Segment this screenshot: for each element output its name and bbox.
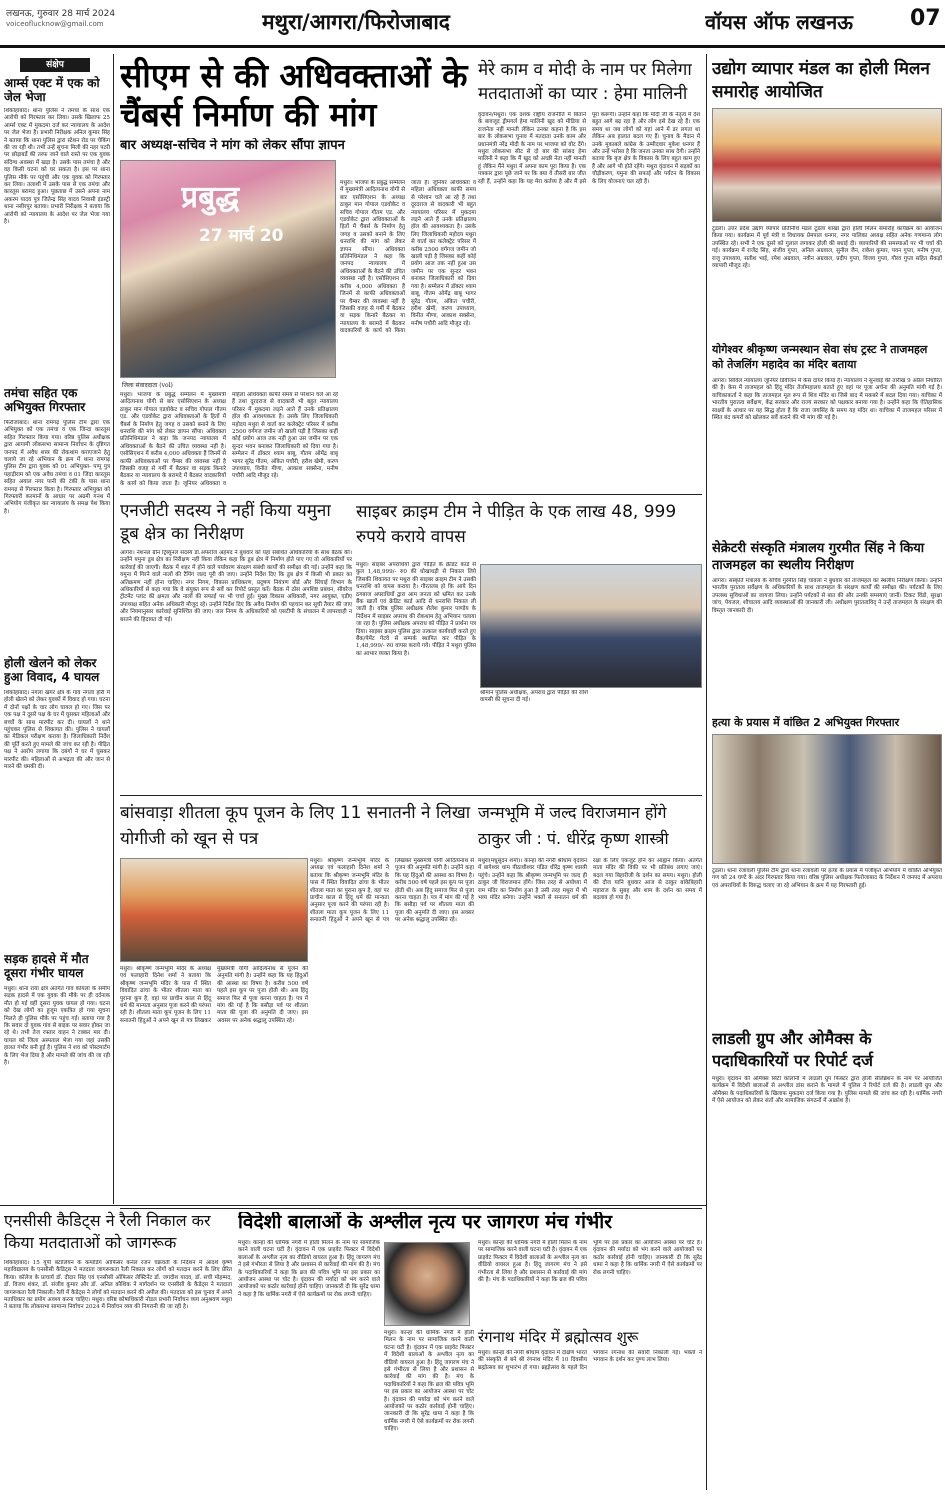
brief-text: शिकोहाबाद। नगला खंगर क्षेत्र के गांव नगला होरी में होली खेलने को लेकर युवकों में विवाद हो गया। घटना में दोनों पक्षों के चार लोग घायल हो गए। जिस पर एक पक्ष ने दूसरे पक्ष के घर में घुसकर महिलाओं और बच्चों के साथ मारपीट कर दी। घायलों ने थाने पहुंचकर पुलिस से शिकायत की। पुलिस ने घायलों का मेडिकल परीक्षण कराया है। जिलाधिकारी निर्देश की पूर्ति करते हुए मामले की जांच कर रही है। पीड़ित पक्ष ने आरोप लगाया कि दबंगों ने घर में घुसकर मारपीट की। महिलाओं से अभद्रता की और जान से मारने की धमकी दी। <box>4 690 110 771</box>
brief-text: मथुरा। थाना राया क्षेत्र अंतर्गत गांव कोयला के समीप सड़क हादसे में एक युवक की मौके पर ही दर्दनाक मौत हो गई वहीं दूसरा युवक घायल हो गया। घटना को देख लोगों का हुजूम एकत्रित हो गया सूचना मिलते ही पुलिस मौके पर पहुंच गई। बताया गया है कि सवार दो युवक गांव से बाइक पर सवार होकर जा रहे थे। तभी तेज रफ्तार वाहन ने टक्कर मार दी। घायल को जिला अस्पताल भेजा गया जहां उसकी हालत गंभीर बनी हुई है। पुलिस ने शव को पोस्टमार्टम के लिए भेज दिया है और मामले की जांच की जा रही है। <box>4 986 110 1067</box>
hema-headline: मेरे काम व मोदी के नाम पर मिलेगा मतदाताओं का प्यार : हेमा मालिनी <box>478 60 692 104</box>
brief-text: शिकोहाबाद। थाना पुलिस ने तमंचा के साथ एक आरोपी को गिरफ्तार कर लिया। उसके खिलाफ 25 आर्म्स एक्ट में मुकदमा दर्ज कर न्यायालय के आदेश पर जेल भेजा है। प्रभारी निरीक्षक अनिल कुमार सिंह ने बताया कि थाना पुलिस द्वारा स्टेशन रोड पर चेकिंग की जा रही थी। तभी उन्हें सूचना मिली की नहर पटरी पर छोड़ाबर्डे की तरफ जाने वाले रास्ते पर एक युवक संदिग्ध अवस्था में खड़ा है। उसके पास तमंचा है और वह किसी घटना को घर सकता है। इस पर थाना पुलिस मौके पर पहुंची और एक युवक को गिरफ्तार कर लिया। तलाशी में उसके पास से एक तमंचा और कारतूस बरामद हुआ। पूछताछ में उसने अपना नाम अकरम यादव पुत्र जितेन्द्र सिंह यादव निवासी इंडस्ट्री थाना नसीरपुर बताया। प्रभारी निरीक्षक ने बताया कि आरोपी को न्यायालय के आदेश पर जेल भेजा गया है। <box>4 108 110 226</box>
hatya-body: टूंडला। थाना रजावली पुलिस टीम द्वारा थाना रजावली पर हत्या के प्रयास में पंजीकृत अभियोग में वांछित अभियुक्त गण को 24 घण्टे के अंदर गिरफ्तार किया गया। वरिष्ठ पुलिस अधीक्षक फिरोजाबाद के निर्देशन में जनपद में अपराध एवं अपराधियों के विरुद्ध चलाए जा रहे अभियान के क्रम में यह गिरफ्तारी हुई। <box>712 868 942 889</box>
secretary-headline: सेक्रेटरी संस्कृति मंत्रालय गुरमीत सिंह ने किया ताजमहल का स्थलीय निरीक्षण <box>712 541 925 573</box>
main-subheadline: बार अध्यक्ष-सचिव ने मांग को लेकर सौंपा ज्ञापन <box>120 138 345 153</box>
main-headline: सीएम से की अधिवक्ताओं के चैंबर्स निर्माण की मांग <box>120 56 468 134</box>
dhirendra-headline: जन्मभूमि में जल्द विराजमान होंगे ठाकुर जी : पं. धीरेंद्र कृष्ण शास्त्री <box>478 803 669 848</box>
masthead-email: voiceoflucknow@gmail.com <box>6 20 104 28</box>
main-body: मथुरा। भाजपा के प्रबुद्ध सम्मेलन में मुख्यमंत्री आदित्यनाथ योगी से बार एसोसिएशन के अध्यक्ष ठाकुर मान गोपाल एडवोकेट व सचिव गोपाल गौतम एड. और एडवोकेट द्वारा अधिवक्ताओं के हितों में चैंबर्स के निर्माण हेतु जगह व उसको बनाने के लिए धनराशि की मांग को लेकर ज्ञापन सौंपा। अधिवक्ता प्रतिनिधिमंडल ने कहा कि जनपद न्यायालय में अधिवक्ताओं के बैठने की उचित व्यवस्था नहीं है। एसोसिएशन में करीब 4,000 अधिवक्ता हैं जिनमें से काफी अधिवक्ताओं पर चैम्बर की व्यवस्था नहीं है जिसकी वजह से गर्मी में बैठकर वा सड़क किनारे बैठकर या न्यायालय के बरामदे में बैठकर वादकारियों के कार्य को किया जाता है। जूनियर अधिवक्ता व महिला अधिवक्ता काफी समय से परेशान चले आ रहे हैं तथा दूरदराज से वादकारी भी बहुत न्यायालय परिसर में मुकदमा लड़ने आते हैं उनके प्रतिक्षालय हॉल की आवश्यकता है। उसके लिए जिलाधिकारी महोदय मथुरा से वार्ता कर कलेक्ट्रेट परिसर में करीब 2500 वर्गगज जमीन जो खाली पड़ी है जिसका कहीं कोई प्रयोग आज तक नहीं हुआ उस जमीन पर एक सुन्दर भवन बनाकर जिलाधिकारी को दिया गया है। सम्मेलन में डॉक्टर श्याम बाबू, गौतम ओमेंद्र बाबू भागर सुरेंद्र गौतम, अंकित पचौरी, हरीश खेमी, करण उपाध्याय, विनीत मीणा, आकाश सक्सेना, मनीष पचौरी आदि मौजूद रहे। <box>120 392 338 487</box>
ncc-headline: एनसीसी कैडिट्स ने रैली निकाल कर किया मतदाताओं को जागरूक <box>4 1211 211 1252</box>
brief-text: फिरोजाबाद। थाना रामगढ़ पुलिस टीम द्वारा एक अभियुक्त को एक तमंचा व एक जिन्दा कारतूस सहित गिरफ्तार किया गया। वरिष्ठ पुलिस अधीक्षक द्वारा आगामी लोकसभा सामान्य निर्वाचन के दृष्टिगत जनपद में अवैध शस्त्र की रोकथाम कराएजाने हेतु चलाये जा रहे अभियान के क्रम में थाना रामगढ़ पुलिस टीम द्वारा युवक को 01 अभियुक्त- पप्पू पुत्र पहाड़ीराम को एक अवैध तमंचा व 01 जिंदा कारतूस सहित अयाल नगर पानी की टंकी के पास थाना रामगढ़ से गिरफ्तार किया है। गिरफ्तार अभियुक्त को गिरफ्तारी करमानों के आधार पर अग्रमी गनथ में अभियोग पंजीकृत कर न्यायालय के समक्ष पेश किया है। <box>4 420 110 515</box>
rangnath-headline: रंगनाथ मंदिर में ब्रह्मोत्सव शुरू <box>478 1328 639 1346</box>
videshi-body: मथुरा। कान्हा की धार्मिक नगरी में होली मिलन के नाम पर सामाजिक करने वाली घटना घटी है। वृंदावन में एक प्राइवेट फिक्टर में विदेशी बालाओं के अश्लील नृत्य का वीडियो वायरल हुआ है। हिंदू जागरण मंच ने इसे गंभीरता से लिया है और प्रशासन से कार्रवाई की मांग की है। मंच के पदाधिकारियों ने कहा कि ब्रज की पवित्र भूमि पर इस प्रकार का आयोजन आस्था पर चोट है। वृंदावन की मर्यादा को भंग करने वाले आयोजकों पर कठोर कार्रवाई होनी चाहिए। जानकारी दी कि सुरेंद्र धामा ने कहा है कि धार्मिक नगरी में ऐसे कार्यक्रमों पर रोक लगनी चाहिए। <box>238 1240 380 1298</box>
main-body-right: मथुरा। भाजपा के प्रबुद्ध सम्मेलन में मुख्यमंत्री आदित्यनाथ योगी से बार एसोसिएशन के अध्यक्ष ठाकुर मान गोपाल एडवोकेट व सचिव गोपाल गौतम एड. और एडवोकेट द्वारा अधिवक्ताओं के हितों में चैंबर्स के निर्माण हेतु जगह व उसको बनाने के लिए धनराशि की मांग को लेकर ज्ञापन सौंपा। अधिवक्ता प्रतिनिधिमंडल ने कहा कि जनपद न्यायालय में अधिवक्ताओं के बैठने की उचित व्यवस्था नहीं है। एसोसिएशन में करीब 4,000 अधिवक्ता हैं जिनमें से काफी अधिवक्ताओं पर चैम्बर की व्यवस्था नहीं है जिसकी वजह से गर्मी में बैठकर वा सड़क किनारे बैठकर या न्यायालय के बरामदे में बैठकर वादकारियों के कार्य को किया जाता है। जूनियर अधिवक्ता व महिला अधिवक्ता काफी समय से परेशान चले आ रहे हैं तथा दूरदराज से वादकारी भी बहुत न्यायालय परिसर में मुकदमा लड़ने आते हैं उनके प्रतिक्षालय हॉल की आवश्यकता है। उसके लिए जिलाधिकारी महोदय मथुरा से वार्ता कर कलेक्ट्रेट परिसर में करीब 2500 वर्गगज जमीन जो खाली पड़ी है जिसका कहीं कोई प्रयोग आज तक नहीं हुआ उस जमीन पर एक सुन्दर भवन बनाकर जिलाधिकारी को दिया गया है। सम्मेलन में डॉक्टर श्याम बाबू, गौतम ओमेंद्र बाबू भागर सुरेंद्र गौतम, अंकित पचौरी, हरीश खेमी, करण उपाध्याय, विनीत मीणा, आकाश सक्सेना, मनीष पचौरी आदि मौजूद रहे। <box>340 180 476 335</box>
hema-body: वृंदावन/मथुरा। एक दशक राष्ट्रीय राजनीति में बिताने के बावजूद ड्रीमगर्ल हेमा मालिनी खुद को मीडिया से राजनेता नहीं मानती लेकिन उनका कहना है कि इस बार के लोकसभा चुनाव में मतदाता उनके काम और प्रधानमंत्री नरेंद्र मोदी के नाम पर भाजपा को वोट देंगे। मथुरा लोकसभा सीट से दो बार की सांसद हेमा मालिनी ने कहा कि मैं खुद को अच्छी नेता नहीं मानती हूं लेकिन मैंने मथुरा में अपना काम पूरा किया है। एक पत्रकार द्वारा पूछे जाने पर कि क्या वे तीसरी बार जीत रही हैं, उन्होंने कहा कि यह मेरा कर्तव्य है और मैं इसे पूरा करूंगी। उन्होंने कहा कि मोदी जी के नेतृत्व में देश बहुत आगे बढ़ रहा है और लोग इसे देख रहे हैं। एक समय था जब लोगों को यहां आने में डर लगता था लेकिन अब हालात बदल गए हैं। चुनाव के मैदान में उनके मुकाबले कांग्रेस के उम्मीदवार मुकेश धनगर हैं और उन्हें भरोसा है कि जनता उनका साथ देगी। उन्होंने बताया कि बृज क्षेत्र के विकास के लिए बहुत काम हुए हैं और आगे भी होते रहेंगे। मथुरा वृंदावन में सड़कों का चौड़ीकरण, यमुना की सफाई और पर्यटन के विकास के लिए योजनाएं चल रही हैं। <box>478 112 700 185</box>
dhirendra-body: मथुरा(मधुसूदन शर्मा)। कान्हा की नगरी श्रीधाम वृंदावन में बागेश्वर धाम पीठाधीश्वर पंडित धीरेंद्र कृष्ण शास्त्री पहुंचे। उन्होंने कहा कि श्रीकृष्ण जन्मभूमि पर जल्द ही ठाकुर जी विराजमान होंगे। जिस तरह से अयोध्या में राम मंदिर का निर्माण हुआ है उसी तरह मथुरा में भी भव्य मंदिर बनेगा। उन्होंने भक्तों से सनातन धर्म की रक्षा के लिए एकजुट होने का आह्वान किया। अंतर्गत माता मंदिर की विकी पर भी प्रतिबंध लगाए जाएं। बदल गया बिहारीजी के दर्शन का समय। मथुरा। होली की दौज यानि बुधवार आज से ठाकुर बांकेबिहारी महाराज के सुबह और शाम के दर्शन का समय में बदलाव हो गया है। <box>478 858 702 902</box>
videshi-body-mid: मथुरा। कान्हा की धार्मिक नगरी में होली मिलन के नाम पर सामाजिक करने वाली घटना घटी है। वृंदावन में एक प्राइवेट फिक्टर में विदेशी बालाओं के अश्लील नृत्य का वीडियो वायरल हुआ है। हिंदू जागरण मंच ने इसे गंभीरता से लिया है और प्रशासन से कार्रवाई की मांग की है। मंच के पदाधिकारियों ने कहा कि ब्रज की पवित्र भूमि पर इस प्रकार का आयोजन आस्था पर चोट है। वृंदावन की मर्यादा को भंग करने वाले आयोजकों पर कठोर कार्रवाई होनी चाहिए। जानकारी दी कि सुरेंद्र धामा ने कहा है कि धार्मिक नगरी में ऐसे कार्यक्रमों पर रोक लगनी चाहिए। <box>384 1330 474 1433</box>
main-photo <box>120 160 336 378</box>
videshi-body-right: मथुरा। कान्हा की धार्मिक नगरी में होली मिलन के नाम पर सामाजिक करने वाली घटना घटी है। वृंदावन में एक प्राइवेट फिक्टर में विदेशी बालाओं के अश्लील नृत्य का वीडियो वायरल हुआ है। हिंदू जागरण मंच ने इसे गंभीरता से लिया है और प्रशासन से कार्रवाई की मांग की है। मंच के पदाधिकारियों ने कहा कि ब्रज की पवित्र भूमि पर इस प्रकार का आयोजन आस्था पर चोट है। वृंदावन की मर्यादा को भंग करने वाले आयोजकों पर कठोर कार्रवाई होनी चाहिए। जानकारी दी कि सुरेंद्र धामा ने कहा है कि धार्मिक नगरी में ऐसे कार्यक्रमों पर रोक लगनी चाहिए। <box>478 1240 702 1284</box>
yamuna-headline: एनजीटी सदस्य ने नहीं किया यमुना डूब क्षेत्र का निरीक्षण <box>120 501 331 544</box>
yogesh-headline: योगेश्वर श्रीकृष्ण जन्मस्थान सेवा संघ ट्रस्ट ने ताजमहल को तेजलिंग महादेव का मंदिर बताया <box>712 343 928 371</box>
ladli-body: मथुरा। वृंदावन की ओमैक्स सिटी कॉलोनी में लाडली ग्रुप फिक्टर द्वारा होली सेलिब्रेशन के नाम पर आयोजित कार्यक्रम में विदेशी बालाओं से अश्लील डांस कराने के मामले में पुलिस ने रिपोर्ट दर्ज की है। लाडली ग्रुप और ओमैक्स के पदाधिकारियों के खिलाफ मुकदमा दर्ज किया गया है। पुलिस मामले की जांच कर रही है। धार्मिक नगरी में ऐसे आयोजन को लेकर संतों और सामाजिक संगठनों में आक्रोश है। <box>712 1076 942 1105</box>
videshi-headline: विदेशी बालाओं के अश्लील नृत्य पर जागरण मंच गंभीर <box>238 1212 612 1233</box>
brief-title: आर्म्स एक्ट में एक को जेल भेजा <box>4 76 100 105</box>
brief-title: तमंचा सहित एक अभियुक्त गिरफ्तार <box>4 386 86 415</box>
photo-caption: जिला संवाददाता (vol) <box>122 382 173 389</box>
cyber-caption: श्रीमान पुलिस अधीक्षक, अपराध द्वारा पीड़ित की राशि वापसी की सूचना दी गई। <box>480 690 588 704</box>
secretary-body: आगरा। संस्कृति मंत्रालय के सचिव गुरमीत सिंह चावला ने बुधवार को ताजमहल का स्थलीय निरीक्षण किया। उन्होंने भारतीय पुरातत्व सर्वेक्षण के अधिकारियों के साथ ताजमहल के संरक्षण कार्यों की समीक्षा की। पर्यटकों के लिए उपलब्ध सुविधाओं का जायजा लिया। उन्होंने पर्यटकों से बात की और उनकी समस्याएं जानीं। टिकट विंडो, सुरक्षा जांच, पेयजल, शौचालय आदि व्यवस्थाओं की जानकारी ली। अधीक्षण पुरातत्वविद् ने उन्हें ताजमहल के संरक्षण की विस्तृत जानकारी दी। <box>712 578 942 614</box>
videshi-photo <box>384 1242 470 1326</box>
hatya-headline: हत्या के प्रयास में वांछित 2 अभियुक्त गिरफ्तार <box>712 716 900 729</box>
masthead <box>0 0 945 48</box>
brief-title: सड़क हादसे में मौत दूसरा गंभीर घायल <box>4 952 89 981</box>
udyog-headline: उद्योग व्यापार मंडल का होली मिलन समारोह आयोजित <box>712 59 930 102</box>
paper-name: वॉयस ऑफ लखनऊ <box>705 10 853 34</box>
cyber-photo <box>480 564 702 688</box>
cyber-body: मथुरा। साइबर अपराधियों द्वारा पीड़ित के क्रेडिट कार्ड से कुल 1,48,999/- रु0 की धोखाधड़ी से निकाल लिये जिसकी शिकायत पर मथुरा की साइबर क्राइम टीम ने उसकी धनराशि को वापस कराया है। गौरतलब हो कि आये दिन ठगबाज अपराधियों द्वारा आम जनता को भ्रमित कर उनके बैंक खातों एवं क्रेडिट कार्ड आदि से धनराशि निकाल ली जाती है। वरिष्ठ पुलिस अधीक्षक शैलेश कुमार पाण्डेय के निर्देशन में साइबर अपराध की रोकथाम हेतु अभियान चलाया जा रहा है। पुलिस अधीक्षक अपराध को पीड़ित ने प्रार्थना पत्र दिया। साइबर क्राइम पुलिस द्वारा तत्काल कार्यवाही करते हुए बैंक/पेमेंट गेटवे से सम्पर्क स्थापित कर पीड़ित के 1,48,999/- रु0 वापस कराये गये। पीड़ित ने मथुरा पुलिस का आभार व्यक्त किया है। <box>356 562 476 657</box>
hatya-photo <box>712 734 942 864</box>
banner-date: 27 मार्च 20 <box>199 226 284 246</box>
masthead-date: लखनऊ, गुरुवार 28 मार्च 2024 <box>6 9 116 19</box>
sheetla-photo <box>120 858 308 962</box>
ncc-body: शिकोहाबाद। 15 यूपी बटालियन के कमांडिंग ऑफिसर कर्नल रंजन चक्रवर्ती के निर्देशन में आदर्श कृष्ण महाविद्यालय के एनसीसी कैडिट्स ने मतदाता जागरूकता रैली निकाल कर लोगों को मतदान करने के लिए प्रेरित किया। कॉलेज के प्राचार्य डॉ. दीदार सिंह एवं एनसीसी ऑफिसर लेफ्टिनेंट डॉ. जगदीश यादव, डॉ. सची मोहम्मद, डॉ. विजय शंकर, डॉ. संजीव कुमार और डॉ. अनिल कौशिक ने मार्गदर्शन पर एनसीसी के कैडेट्स ने मतदाता जागरूकता रैली निकाली। रैली में कैडेट्स ने लोगों को मतदान करने की अपील की। मतदाता को इस चुनाव में अपने मताधिकार का प्रयोग अवश्य करना चाहिए। मथुरा। वरिष्ठ कोषाधिकारी नोडल प्रभारी निर्वाचन व्यय अनुश्रवण मथुरा ने बताया कि लोकसभा सामान्य निर्वाचन 2024 में निर्वाचन व्यय की निगरानी की जा रही है। <box>4 1260 232 1311</box>
udyog-photo <box>712 108 942 222</box>
brief-title: होली खेलने को लेकर हुआ विवाद, 4 घायल <box>4 656 100 685</box>
yamuna-body: आगरा। नेशनल ग्रीन ट्रिब्यूनल सदस्य डॉ.अफरोज अहमद ने बुधवार को यहां संबंधित अधिकारियों के साथ बैठक की। उन्होंने यमुना डूब क्षेत्र का निरीक्षण नहीं किया लेकिन कहा कि डूब क्षेत्र में निर्माण होते पाए गए तो अधिकारियों पर कार्रवाई की जाएगी। बैठक में शहर में होने वाले पर्यावरण संरक्षण संबंधी कार्यों की समीक्षा की गई। उन्होंने कहा कि यमुना में गिरने वाले नालों की टैपिंग जल्द पूरी की जाए। उन्होंने निर्देश दिए कि डूब क्षेत्र में किसी भी प्रकार का अतिक्रमण नहीं होना चाहिए। नगर निगम, विकास प्राधिकरण, प्रदूषण नियंत्रण बोर्ड और सिंचाई विभाग के अधिकारियों से कहा गया कि वे संयुक्त रूप से सर्वे कर रिपोर्ट प्रस्तुत करें। बैठक में ठोस अपशिष्ट प्रबंधन, सीवरेज ट्रीटमेंट प्लांट की क्षमता और नालों की सफाई पर भी चर्चा हुई। मुख्य विकास अधिकारी, नगर आयुक्त, एडीए उपाध्यक्ष सहित अनेक अधिकारी मौजूद रहे। उन्होंने निर्देश दिए कि अवैध निर्माण की पहचान कर सूची तैयार की जाए और नियमानुसार कार्रवाई सुनिश्चित की जाए। जल निगम के अधिकारियों को एसटीपी के संचालन में लापरवाही न बरतने की हिदायत दी गई। <box>120 550 352 623</box>
sheetla-headline: बांसवाड़ा शीतला कूप पूजन के लिए 11 सनातनी ने लिखा योगीजी को खून से पत्र <box>120 803 471 849</box>
rangnath-body: मथुरा। कान्हा की नगरी श्रीधाम वृंदावन में दक्षिण भारत की संस्कृति से बने श्री रंगनाथ मंदिर में 10 दिवसीय ब्रह्मोत्सव का शुभारंभ हो गया। ब्रह्मोत्सव के पहले दिन भगवान रंगनाथ की सवारी निकाली गई। भक्तों ने भगवान के दर्शन कर पुण्य लाभ लिया। <box>478 1350 702 1371</box>
page-number: 07 <box>910 6 941 31</box>
yogesh-body: आगरा। सिविल न्यायालय जूनियर डिवीजन में केस दायर किया है। न्यायालय ने सुनवाई की तारीख 9 अप्रैल निर्धारित की है। केस में ताजमहल को हिंदू मंदिर तेजोमहालय बताते हुए वहां पर पूजा अर्चना की अनुमति मांगी गई है। याचिकाकर्ता ने कहा कि ताजमहल मूल रूप से शिव मंदिर था जिसे बाद में मकबरे में बदल दिया गया। याचिका में भारतीय पुरातत्व सर्वेक्षण, केंद्र सरकार और राज्य सरकार को पक्षकार बनाया गया है। उन्होंने कहा कि ऐतिहासिक साक्ष्यों के आधार पर यह सिद्ध होता है कि राजा जयसिंह के समय यह मंदिर था। याचिका में ताजमहल परिसर में स्थित बंद कमरों को खोलकर सर्वे कराने की भी मांग की गई है। <box>712 378 942 422</box>
sheetla-body-lower: मथुरा। श्रीकृष्ण जन्मभूमि मंदिर के अध्यक्ष एवं फलाहारी दिनेश शर्मा ने बताया कि श्रीकृष्ण जन्मभूमि मंदिर के पास में स्थित विवादित ढांचा के भीतर शीतला माता का पुराना कूप है, वहां पर प्राचीन काल से हिंदू धर्म की मान्यता अनुसार पूजा करने की परंपरा रही है। शीतला माता कूप पूजन के लिए 11 सनातनी हिंदुओं ने अपने खून से पत्र लिखकर मुख्यमंत्री योगी आदित्यनाथ से पूजन की अनुमति मांगी है। उन्होंने कहा कि यह हिंदुओं की आस्था का विषय है। करीब 500 वर्ष पहले इस कूप पर पूजा होती थी। अब हिंदू समाज फिर से पूजा करना चाहता है। पत्र में मांग की गई है कि बसौड़ा पर्व पर शीतला माता की पूजा की अनुमति दी जाए। इस अवसर पर अनेक श्रद्धालु उपस्थित रहे। <box>120 966 308 1024</box>
sankshep-label: संक्षेप <box>20 58 90 72</box>
sheetla-body: मथुरा। श्रीकृष्ण जन्मभूमि मंदिर के अध्यक्ष एवं फलाहारी दिनेश शर्मा ने बताया कि श्रीकृष्ण जन्मभूमि मंदिर के पास में स्थित विवादित ढांचा के भीतर शीतला माता का पुराना कूप है, वहां पर प्राचीन काल से हिंदू धर्म की मान्यता अनुसार पूजा करने की परंपरा रही है। शीतला माता कूप पूजन के लिए 11 सनातनी हिंदुओं ने अपने खून से पत्र लिखकर मुख्यमंत्री योगी आदित्यनाथ से पूजन की अनुमति मांगी है। उन्होंने कहा कि यह हिंदुओं की आस्था का विषय है। करीब 500 वर्ष पहले इस कूप पर पूजा होती थी। अब हिंदू समाज फिर से पूजा करना चाहता है। पत्र में मांग की गई है कि बसौड़ा पर्व पर शीतला माता की पूजा की अनुमति दी जाए। इस अवसर पर अनेक श्रद्धालु उपस्थित रहे। <box>310 858 474 924</box>
section-title: मथुरा/आगरा/फिरोजाबाद <box>262 10 450 34</box>
banner-text: प्रबुद्ध <box>181 180 240 215</box>
cyber-headline: साइबर क्राइम टीम ने पीड़ित के एक लाख 48, 999 रुपये कराये वापस <box>356 502 677 547</box>
ladli-headline: लाडली ग्रुप और ओमैक्स के पदाधिकारियों पर रिपोर्ट दर्ज <box>712 1029 873 1070</box>
udyog-body: टूंडला। उत्तर प्रदेश उद्योग व्यापार प्रतिनिधि मंडल टूंडला शाखा द्वारा होली मिलन समारोह कार्यक्रम का आयोजन किया गया। कार्यक्रम में पूर्व मंत्री व विधायक प्रेमपाल धनगर, नगर पालिका अध्यक्ष सहित अनेक गणमान्य लोग उपस्थित रहे। सभी ने एक दूसरे को गुलाल लगाकर होली की बधाई दी। व्यापारियों की समस्याओं पर भी चर्चा की गई। कार्यक्रम में राजेंद्र सिंह, संजीव गुप्ता, अनिल अग्रवाल, सुनील जैन, राकेश कुमार, पवन गुप्ता, मनीष गुप्ता, राजू उपाध्याय, सतीश भाई, रमेश अग्रवाल, नवीन अग्रवाल, प्रदीप गुप्ता, विजय गुप्ता, गौरव गुप्ता सहित सैकड़ों व्यापारी मौजूद रहे। <box>712 226 942 270</box>
